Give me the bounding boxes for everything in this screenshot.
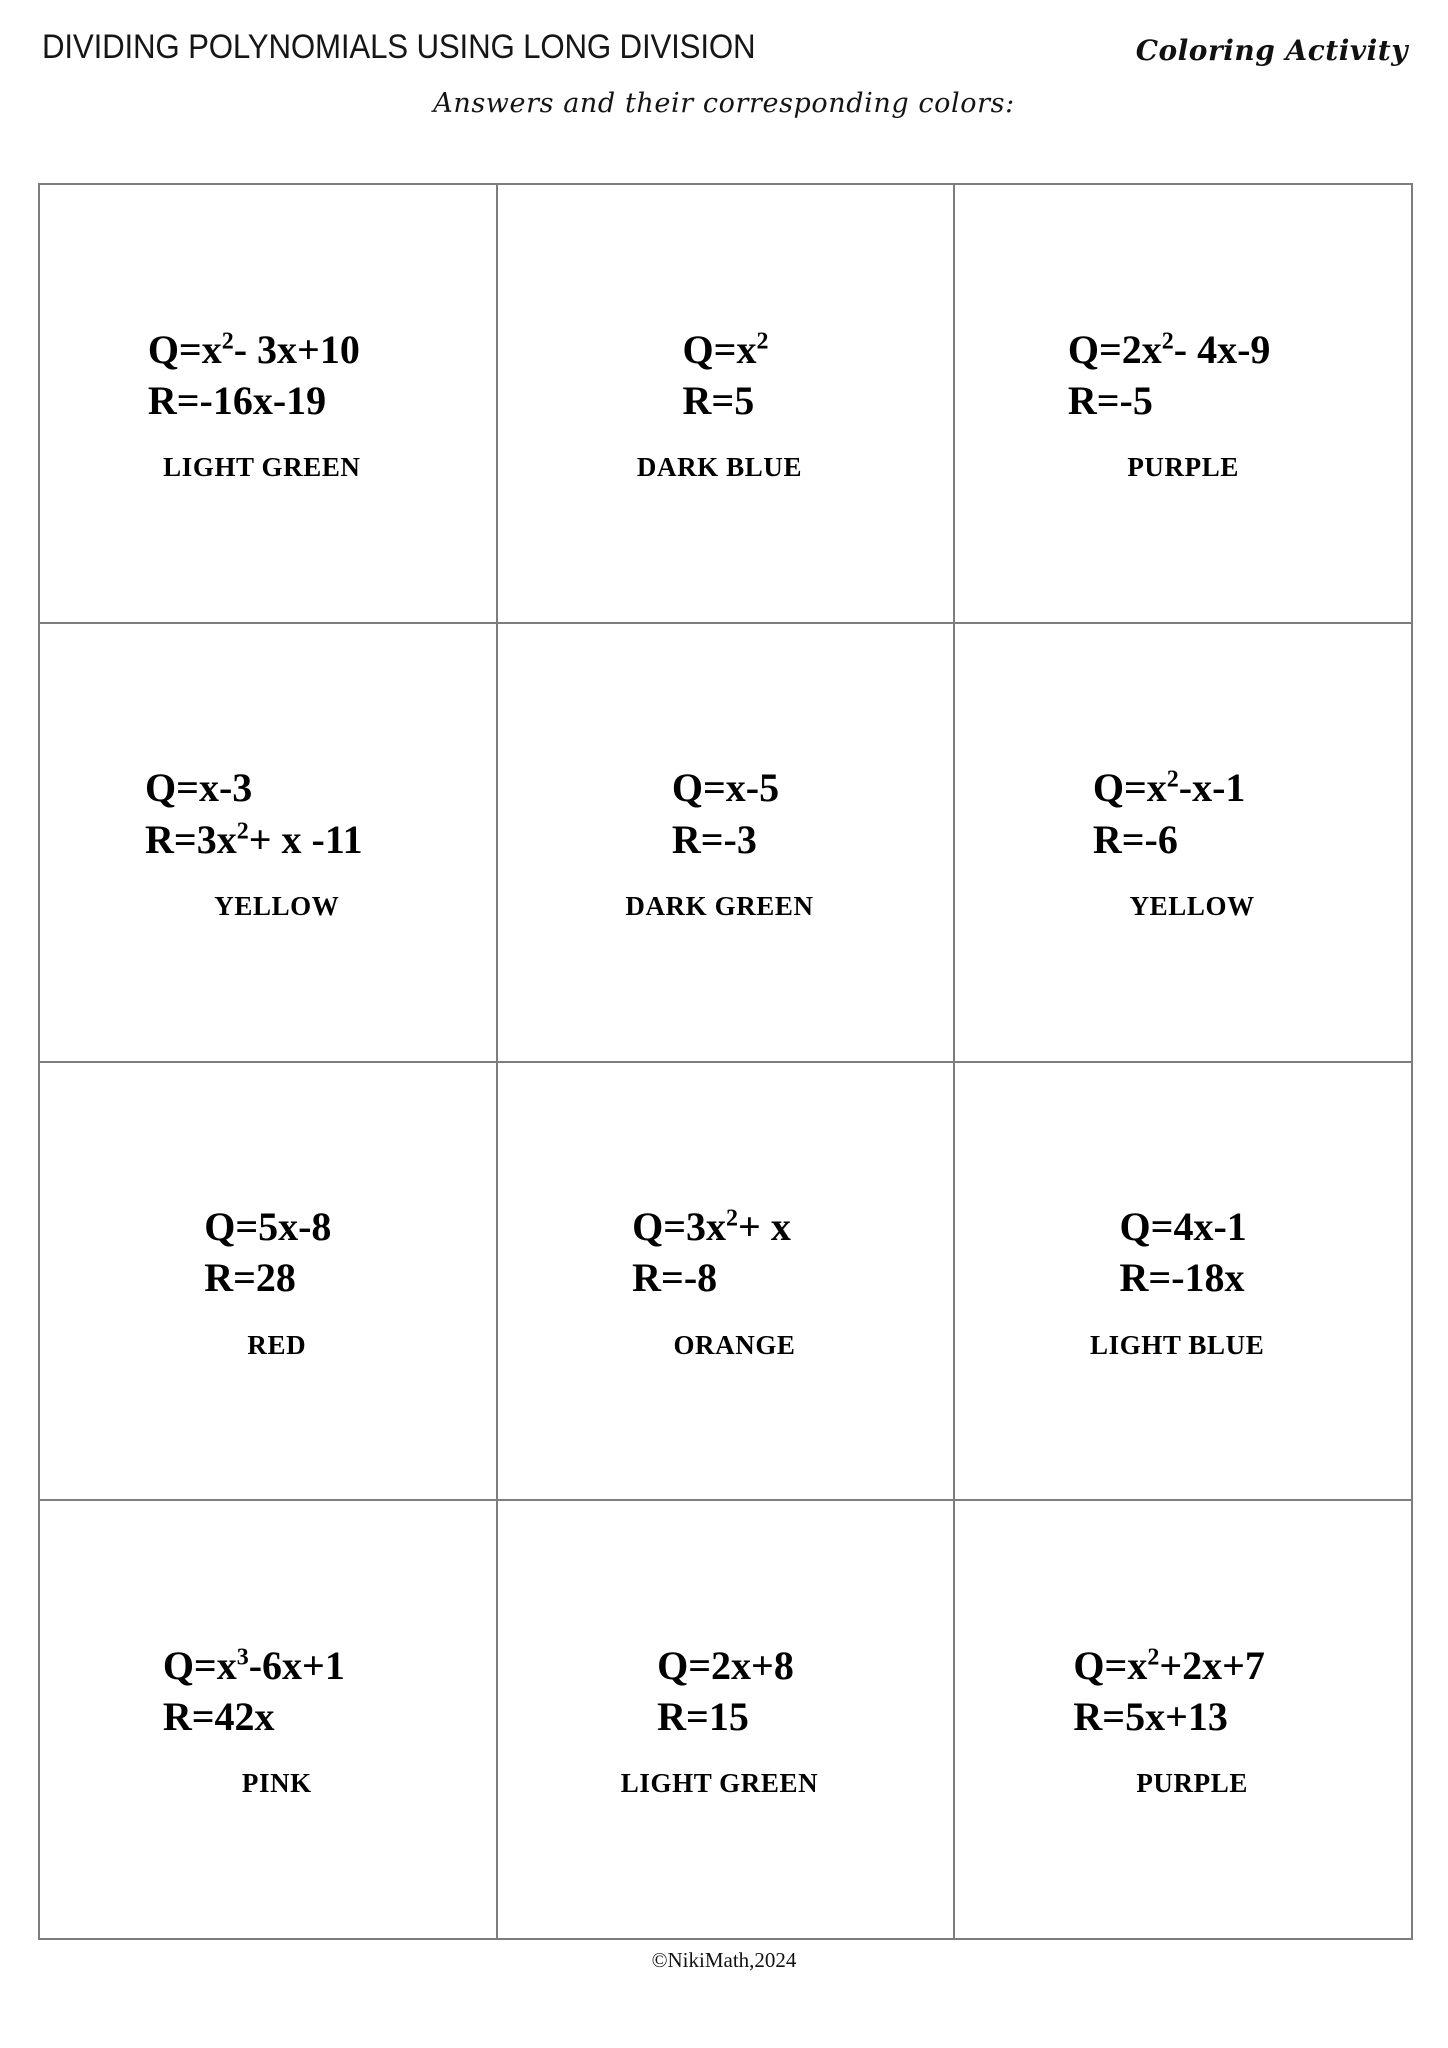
quotient-line: Q=4x-1 [1119,1204,1247,1250]
answer-cell [40,185,498,624]
answer-cell [498,1063,956,1502]
quotient-exponent: 2 [756,328,769,355]
answer-cell [955,1501,1413,1940]
page-subtitle: Answers and their corresponding colors: [433,88,1015,119]
answer-cell [40,1501,498,1940]
quotient-prefix: Q=x [682,326,757,372]
answer-cell [955,624,1413,1063]
color-label: PURPLE [1127,452,1239,483]
equation-block [1120,1201,1247,1303]
quotient-exponent: 2 [1147,1644,1160,1671]
quotient-prefix: Q=x [1092,765,1167,811]
equation-block [145,762,363,864]
answer-cell [955,1063,1413,1502]
activity-label: Coloring Activity [1135,34,1408,67]
quotient-exponent: 3 [236,1644,249,1671]
quotient-prefix: Q=x [1073,1642,1148,1688]
quotient-exponent: 2 [1161,328,1174,355]
remainder-line: R=-8 [632,1255,718,1301]
remainder-line: R=15 [657,1694,749,1740]
answer-cell [40,624,498,1063]
remainder-line: R=-5 [1067,377,1153,423]
page-title: DIVIDING POLYNOMIALS USING LONG DIVISION [42,28,756,66]
equation-block [163,1640,345,1742]
answer-cell [498,624,956,1063]
quotient-line [1073,1640,1265,1691]
quotient-prefix: Q=x [162,1642,237,1688]
quotient-line [683,324,769,375]
remainder-line: R=-6 [1092,816,1178,862]
quotient-line: Q=5x-8 [204,1204,332,1250]
quotient-suffix: + x [738,1204,791,1250]
remainder-line: R=28 [204,1255,296,1301]
quotient-exponent: 2 [1166,767,1179,794]
equation-block [1073,1640,1265,1742]
equation-block [148,324,360,426]
equation-block [672,762,779,864]
color-label: LIGHT BLUE [1089,1329,1265,1360]
page-header [0,28,1448,80]
remainder-suffix: + x -11 [248,816,363,862]
remainder-line: R=-18x [1119,1255,1245,1301]
footer-credit: ©NikiMath,2024 [651,1948,797,1972]
answer-cell [40,1063,498,1502]
remainder-line: R=-16x-19 [147,377,327,423]
color-label: LIGHT GREEN [620,1768,819,1799]
quotient-suffix: - 3x+10 [233,326,360,372]
remainder-exponent: 2 [236,818,249,845]
answer-cell [955,185,1413,624]
color-label: YELLOW [1129,890,1255,921]
quotient-suffix: - 4x-9 [1173,326,1271,372]
color-label: PURPLE [1136,1768,1248,1799]
quotient-exponent: 2 [726,1205,739,1232]
quotient-exponent: 2 [221,328,234,355]
equation-block [204,1201,331,1303]
remainder-line: R=5 [682,377,755,423]
quotient-line [163,1640,345,1691]
quotient-line [632,1201,791,1252]
quotient-line [1068,324,1271,375]
quotient-line [148,324,360,375]
equation-block [683,324,769,426]
answer-key-grid [38,183,1413,1940]
remainder-prefix: R=3x [145,816,237,862]
quotient-suffix: -x-1 [1178,765,1246,811]
color-label: LIGHT GREEN [163,452,361,483]
remainder-line: R=5x+13 [1073,1694,1228,1740]
quotient-line: Q=x-3 [145,765,253,811]
color-label: DARK GREEN [625,890,814,921]
color-label: ORANGE [673,1329,796,1360]
quotient-suffix: +2x+7 [1159,1642,1265,1688]
quotient-line: Q=x-5 [671,765,780,811]
color-label: YELLOW [214,890,340,921]
quotient-line [1093,762,1246,813]
remainder-line: R=42x [162,1694,275,1740]
color-label: RED [247,1329,307,1360]
answer-cell [498,185,956,624]
quotient-suffix: -6x+1 [248,1642,345,1688]
quotient-prefix: Q=x [147,326,222,372]
equation-block [1093,762,1246,864]
equation-block [1068,324,1271,426]
color-label: PINK [241,1768,312,1799]
remainder-line [145,814,363,865]
quotient-line: Q=2x+8 [657,1642,794,1688]
quotient-prefix: Q=2x [1067,326,1162,372]
equation-block [632,1201,791,1303]
color-label: DARK BLUE [636,452,803,483]
quotient-prefix: Q=3x [632,1204,727,1250]
equation-block [657,1640,794,1742]
answer-cell [498,1501,956,1940]
remainder-line: R=-3 [671,816,757,862]
